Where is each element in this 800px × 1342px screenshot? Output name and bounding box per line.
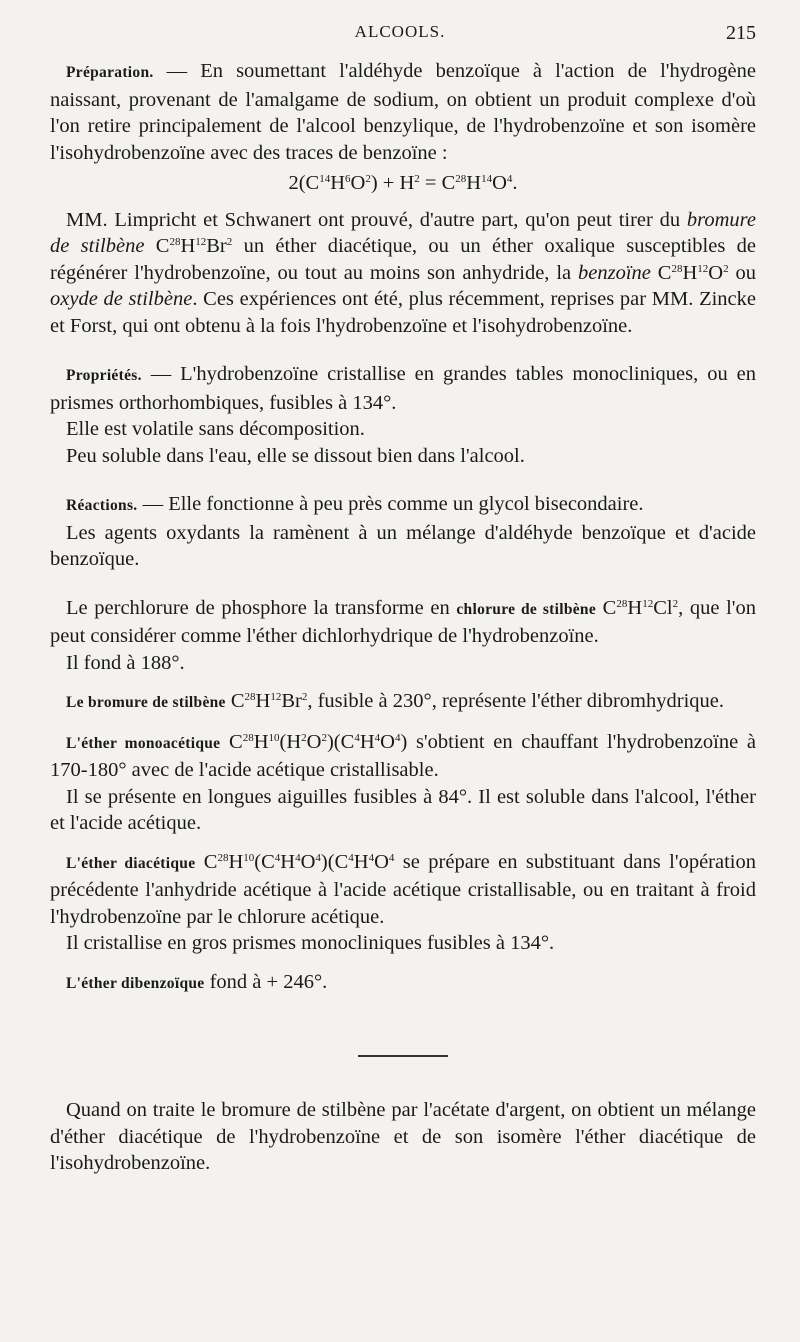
paragraph-diacetique [50, 849, 756, 931]
paragraph-volatile: Elle est volatile sans décomposition. [66, 418, 365, 440]
paragraph-proprietes [50, 361, 756, 416]
page-number: 215 [726, 22, 756, 44]
paragraph-dibenzoique [50, 969, 756, 998]
paragraph-limpricht [50, 207, 756, 340]
heading-reactions: Réactions. [66, 497, 138, 514]
limpricht-text-d: . Ces expériences ont été, plus récemment, reprises par MM. Zincke et Forst, qui ont obtenu à la fois l'hydrobenzoïne et l'isohydrobenzoïne. [50, 288, 756, 337]
heading-proprietes: Propriétés. [66, 367, 142, 384]
monoacetique-text: $C^{28}H^{10}(H^2O^2)(C^4H^4O^4)$ s'obtient en chauffant l'hydrobenzoïne à 170-180° avec de l'acide acétique cristallisable. [50, 730, 756, 781]
limpricht-text-a: MM. Limpricht et Schwanert ont prouvé, d'autre part, qu'on peut tirer du [66, 208, 687, 231]
paragraph-solubilite: Peu soluble dans l'eau, elle se dissout bien dans l'alcool. [66, 444, 525, 467]
paragraph-preparation [50, 58, 756, 166]
term-ether-diacetique: L'éther diacétique [66, 854, 196, 872]
limpricht-text-c: $C^{28}H^{12}O^2$ ou [650, 261, 756, 284]
paragraph-oxydants: Les agents oxydants la ramènent à un mélange d'aldéhyde benzoïque et d'acide benzoïque. [50, 521, 756, 570]
paragraph-reactions [50, 491, 756, 520]
paragraph-fusion-188: Il fond à 188°. [66, 651, 185, 674]
paragraph-final: Quand on traite le bromure de stilbène par l'acétate d'argent, on obtient un mélange d'éther diacétique de l'hydrobenzoïne et de son isomère l'éther diacétique de l'isohydrobenzoïne. [50, 1099, 756, 1174]
term-chlorure-de-stilbene: chlorure de stilbène [456, 600, 597, 618]
preparation-text: — En soumettant l'aldéhyde benzoïque à l'action de l'hydrogène naissant, provenant de l'amalgame de sodium, on obtient un produit complexe d'où l'on retire principalement de l'alcool benzylique, de l'hydrobenzoïne et son isomère l'isohydrobenzoïne avec des traces de benzoïne : [50, 60, 756, 164]
paragraph-bromure [50, 688, 756, 717]
section-divider [358, 1055, 448, 1057]
proprietes-text: — L'hydrobenzoïne cristallise en grandes tables monocliniques, ou en prismes orthorhombiques, fusibles à 134°. [50, 363, 756, 414]
formula-preparation: $2(C^{14}H^6O^2) + H^2 = C^{28}H^{14}O^4$. [288, 172, 518, 194]
dibenzoique-text: fond à + 246°. [204, 970, 328, 993]
heading-preparation: Préparation. [66, 64, 154, 81]
running-title: ALCOOLS. [354, 22, 446, 41]
paragraph-perchlorure [50, 595, 756, 650]
term-bromure-de-stilbene: bromure de stilbène [50, 208, 756, 257]
diacetique-text: $C^{28}H^{10}(C^4H^4O^4)(C^4H^4O^4$ se prépare en substituant dans l'opération précédente l'anhydride acétique à l'acide acétique cristallisable, ou en traitant à froid l'hydrobenzoïne par le chlorure acétique. [50, 850, 756, 928]
term-bromure: Le bromure de stilbène [66, 694, 226, 711]
paragraph-prismes: Il cristallise en gros prismes monocliniques fusibles à 134°. [66, 932, 555, 954]
page-header [0, 22, 800, 46]
paragraph-monoacetique [50, 729, 756, 784]
page-body [50, 58, 756, 1177]
term-benzoine: benzoïne [578, 261, 651, 284]
term-ether-dibenzoique: L'éther dibenzoïque [66, 974, 205, 992]
limpricht-text-b: $C^{28}H^{12}Br^2$ un éther diacétique, ou un éther oxalique susceptibles de régénérer l'hydrobenzoïne, ou tout au moins son anhydride, la [50, 235, 756, 284]
perchlorure-text-b: $C^{28}H^{12}Cl^2$, que l'on peut considérer comme l'éther dichlorhydrique de l'hydrobenzoïne. [50, 596, 756, 647]
term-ether-monoacetique: L'éther monoacétique [66, 734, 221, 752]
bromure-text: $C^{28}H^{12}Br^2$, fusible à 230°, représente l'éther dibromhydrique. [225, 690, 724, 712]
reactions-text: — Elle fonctionne à peu près comme un glycol bisecondaire. [137, 493, 644, 515]
term-oxyde-de-stilbene: oxyde de stilbène [50, 288, 193, 310]
perchlorure-text-a: Le perchlorure de phosphore la transforme en [66, 596, 457, 619]
paragraph-aiguilles: Il se présente en longues aiguilles fusibles à 84°. Il est soluble dans l'alcool, l'éther et l'acide acétique. [50, 785, 756, 834]
